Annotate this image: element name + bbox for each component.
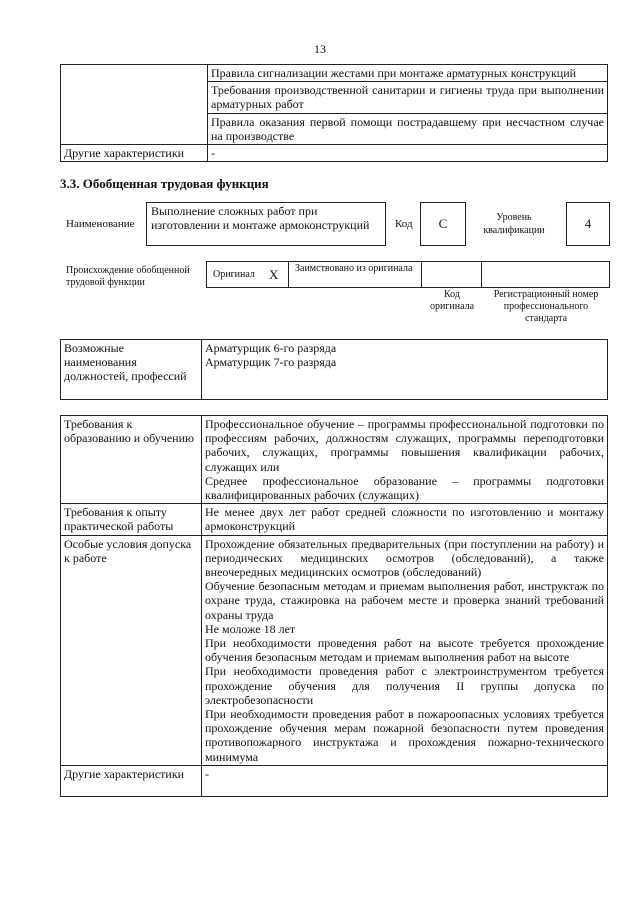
original-cell <box>206 261 289 288</box>
positions-values <box>202 340 608 400</box>
paragraph: - <box>205 766 209 781</box>
reg-number-cell <box>481 261 610 288</box>
original-label: Оригинал <box>213 269 255 280</box>
borrowed-label: Заимствовано из оригинала <box>295 263 413 274</box>
experience-value <box>202 504 608 535</box>
paragraph: При необходимости проведения работ в пожароопасных условиях требуется прохождение обучения мерам пожарной безопасности путем проведения противопожарного инструктажа и прохождения пожарно-технического минимума <box>205 707 604 764</box>
knowledge-item: Правила оказания первой помощи пострадавшему при несчастном случае на производстве <box>208 113 608 144</box>
education-label: Требования к образованию и обучению <box>61 416 202 504</box>
position-item: Арматурщик 6-го разряда <box>205 341 337 355</box>
paragraph: Обучение безопасным методам и приемам выполнения работ, инструктаж по охране труда, стажировка на рабочем месте и проверка знаний требований охраны труда <box>205 579 604 622</box>
admission-label: Особые условия допуска к работе <box>61 535 202 765</box>
function-name-box: Выполнение сложных работ при изготовлении и монтаже армоконструкций <box>146 202 386 246</box>
reg-number-caption: Регистрационный номер профессионального стандарта <box>493 289 599 324</box>
name-label: Наименование <box>66 218 135 230</box>
code-label: Код <box>395 218 413 230</box>
code-box: C <box>420 202 466 246</box>
paragraph: Не менее двух лет работ средней сложности по изготовлению и монтажу армоконструкций <box>205 505 604 534</box>
paragraph: Не моложе 18 лет <box>205 621 296 636</box>
positions-table <box>60 339 608 400</box>
origin-label: Происхождение обобщенной трудовой функции <box>66 265 190 288</box>
knowledge-item: Требования производственной санитарии и гигиены труда при выполнении арматурных работ <box>208 82 608 113</box>
requirements-table <box>60 415 608 797</box>
level-box: 4 <box>566 202 610 246</box>
paragraph: Профессиональное обучение – программы профессиональной подготовки по профессиям рабочих, должностям служащих, программы переподготовки рабочих, служащих, программы повышения квалификации рабочих, служащих или <box>205 417 604 474</box>
paragraph: Прохождение обязательных предварительных (при поступлении на работу) и периодических медицинских осмотров (обследований), а также внеочередных медицинских осмотров (обследований) <box>205 536 604 580</box>
section-heading: 3.3. Обобщенная трудовая функция <box>60 176 269 191</box>
borrowed-cell <box>288 261 422 288</box>
other-characteristics-label: Другие характеристики <box>61 145 208 162</box>
position-item: Арматурщик 7-го разряда <box>205 355 337 370</box>
admission-value <box>202 535 608 765</box>
paragraph: При необходимости проведения работ на высоте требуется прохождение обучения безопасным методам и приемам выполнения работ на высоте <box>205 636 604 665</box>
paragraph: Среднее профессиональное образование – программы подготовки квалифицированных рабочих (служащих) <box>205 473 604 503</box>
original-mark: X <box>269 267 279 282</box>
experience-label: Требования к опыту практической работы <box>61 504 202 535</box>
education-value <box>202 416 608 504</box>
other-characteristics-value: - <box>208 145 608 162</box>
positions-label: Возможные наименования должностей, профессий <box>61 340 202 400</box>
level-label: Уровень квалификации <box>483 212 545 236</box>
knowledge-item: Правила сигнализации жестами при монтаже арматурных конструкций <box>208 65 608 82</box>
code-original-caption: Код оригинала <box>429 289 475 312</box>
page-number: 13 <box>314 42 326 56</box>
other-value <box>202 765 608 796</box>
knowledge-table <box>60 64 608 162</box>
code-original-cell <box>421 261 482 288</box>
other-label: Другие характеристики <box>61 765 202 796</box>
paragraph: При необходимости проведения работ с электроинструментом требуется прохождение обучения для получения II группы допуска по электробезопасности <box>205 664 604 707</box>
